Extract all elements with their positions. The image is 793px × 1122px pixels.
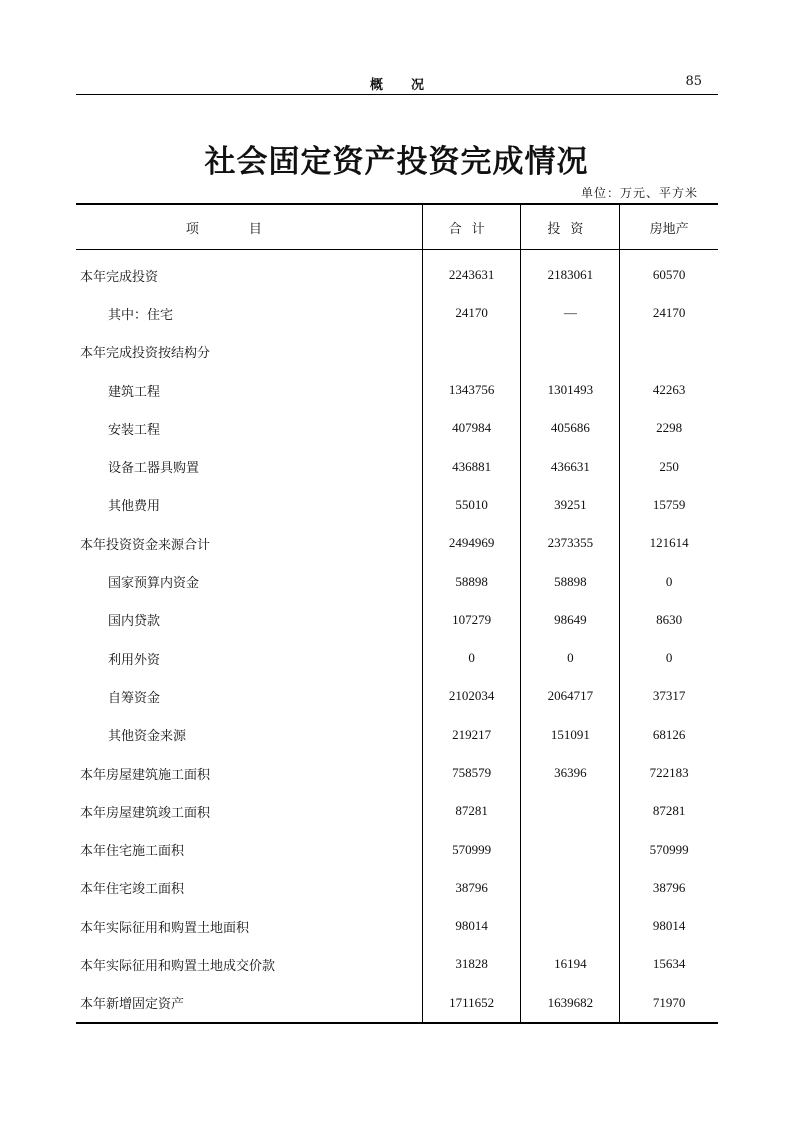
row-label: 本年新增固定资产 xyxy=(80,997,185,1013)
page-number: 85 xyxy=(685,74,702,89)
cell-total: 58898 xyxy=(422,562,521,600)
cell-real-estate: 2298 xyxy=(620,409,718,447)
running-header xyxy=(76,70,718,95)
table-row xyxy=(76,830,718,868)
cell-investment: 98649 xyxy=(521,601,620,639)
investment-table xyxy=(76,203,718,1024)
table-row xyxy=(76,716,718,754)
cell-total: 55010 xyxy=(422,486,521,524)
cell-real-estate: 98014 xyxy=(620,907,718,945)
cell-total: 107279 xyxy=(422,601,521,639)
cell-investment xyxy=(521,333,620,371)
row-label: 本年住宅施工面积 xyxy=(80,844,185,860)
column-header-real-estate: 房地产 xyxy=(620,204,718,250)
table-row xyxy=(76,562,718,600)
cell-investment: 2183061 xyxy=(521,250,620,295)
cell-investment: 151091 xyxy=(521,716,620,754)
cell-investment: 436631 xyxy=(521,447,620,485)
row-label: 自筹资金 xyxy=(108,690,161,706)
row-label: 其他资金来源 xyxy=(108,729,187,745)
page-title: 社会固定资产投资完成情况 xyxy=(204,144,589,180)
column-header-total: 合计 xyxy=(422,204,521,250)
table-row xyxy=(76,945,718,983)
row-label: 本年完成投资 xyxy=(80,269,159,285)
table-row xyxy=(76,294,718,332)
cell-investment: 1639682 xyxy=(521,984,620,1023)
cell-real-estate: 722183 xyxy=(620,754,718,792)
table-row xyxy=(76,371,718,409)
cell-real-estate: 24170 xyxy=(620,294,718,332)
cell-total: 24170 xyxy=(422,294,521,332)
row-label: 本年房屋建筑施工面积 xyxy=(80,767,211,783)
table-row xyxy=(76,792,718,830)
cell-real-estate: 37317 xyxy=(620,677,718,715)
row-label: 国家预算内资金 xyxy=(108,576,200,592)
row-label: 本年实际征用和购置土地面积 xyxy=(80,920,250,936)
cell-real-estate: 38796 xyxy=(620,869,718,907)
table-row xyxy=(76,447,718,485)
cell-investment xyxy=(521,792,620,830)
cell-real-estate: 570999 xyxy=(620,830,718,868)
cell-real-estate: 121614 xyxy=(620,524,718,562)
row-label: 利用外资 xyxy=(108,652,161,668)
cell-total: 2102034 xyxy=(422,677,521,715)
row-label: 设备工器具购置 xyxy=(108,461,200,477)
cell-total xyxy=(422,333,521,371)
table-row xyxy=(76,754,718,792)
row-label: 本年房屋建筑竣工面积 xyxy=(80,805,211,821)
row-label: 其中：住宅 xyxy=(108,307,174,323)
cell-total: 31828 xyxy=(422,945,521,983)
row-label: 本年投资资金来源合计 xyxy=(80,537,211,553)
row-label: 建筑工程 xyxy=(108,384,161,400)
cell-total: 570999 xyxy=(422,830,521,868)
table-row xyxy=(76,639,718,677)
row-label: 本年完成投资按结构分 xyxy=(80,346,211,362)
cell-total: 2494969 xyxy=(422,524,521,562)
cell-real-estate: 8630 xyxy=(620,601,718,639)
unit-note: 单位：万元、平方米 xyxy=(580,186,698,200)
table-row xyxy=(76,250,718,295)
cell-investment: 2064717 xyxy=(521,677,620,715)
cell-real-estate xyxy=(620,333,718,371)
table-row xyxy=(76,869,718,907)
cell-investment: 1301493 xyxy=(521,371,620,409)
cell-investment: 2373355 xyxy=(521,524,620,562)
cell-real-estate: 71970 xyxy=(620,984,718,1023)
cell-total: 98014 xyxy=(422,907,521,945)
table-row xyxy=(76,677,718,715)
cell-total: 0 xyxy=(422,639,521,677)
cell-investment xyxy=(521,869,620,907)
row-label: 本年住宅竣工面积 xyxy=(80,882,185,898)
cell-real-estate: 68126 xyxy=(620,716,718,754)
cell-investment xyxy=(521,907,620,945)
cell-real-estate: 87281 xyxy=(620,792,718,830)
table-row xyxy=(76,333,718,371)
row-label: 其他费用 xyxy=(108,499,161,515)
cell-total: 436881 xyxy=(422,447,521,485)
cell-real-estate: 15759 xyxy=(620,486,718,524)
column-header-investment: 投资 xyxy=(521,204,620,250)
cell-real-estate: 42263 xyxy=(620,371,718,409)
cell-total: 38796 xyxy=(422,869,521,907)
cell-investment xyxy=(521,830,620,868)
cell-total: 219217 xyxy=(422,716,521,754)
row-label: 本年实际征用和购置土地成交价款 xyxy=(80,958,276,974)
cell-total: 2243631 xyxy=(422,250,521,295)
cell-investment: 405686 xyxy=(521,409,620,447)
cell-total: 407984 xyxy=(422,409,521,447)
cell-investment: 39251 xyxy=(521,486,620,524)
column-header-item: 项目 xyxy=(76,204,422,250)
table-row xyxy=(76,409,718,447)
table-row xyxy=(76,907,718,945)
cell-total: 758579 xyxy=(422,754,521,792)
cell-real-estate: 15634 xyxy=(620,945,718,983)
table-row xyxy=(76,524,718,562)
table-row xyxy=(76,486,718,524)
table-header-row xyxy=(76,204,718,250)
cell-total: 1711652 xyxy=(422,984,521,1023)
cell-real-estate: 60570 xyxy=(620,250,718,295)
cell-real-estate: 0 xyxy=(620,639,718,677)
cell-investment: 36396 xyxy=(521,754,620,792)
cell-total: 1343756 xyxy=(422,371,521,409)
cell-investment: 16194 xyxy=(521,945,620,983)
cell-real-estate: 250 xyxy=(620,447,718,485)
section-name: 概况 xyxy=(369,78,452,93)
row-label: 安装工程 xyxy=(108,422,161,438)
table-row xyxy=(76,601,718,639)
cell-investment: 0 xyxy=(521,639,620,677)
cell-investment: 58898 xyxy=(521,562,620,600)
table-row xyxy=(76,984,718,1023)
cell-total: 87281 xyxy=(422,792,521,830)
cell-investment: — xyxy=(521,294,620,332)
cell-real-estate: 0 xyxy=(620,562,718,600)
row-label: 国内贷款 xyxy=(108,614,161,630)
table-body xyxy=(76,250,718,1023)
